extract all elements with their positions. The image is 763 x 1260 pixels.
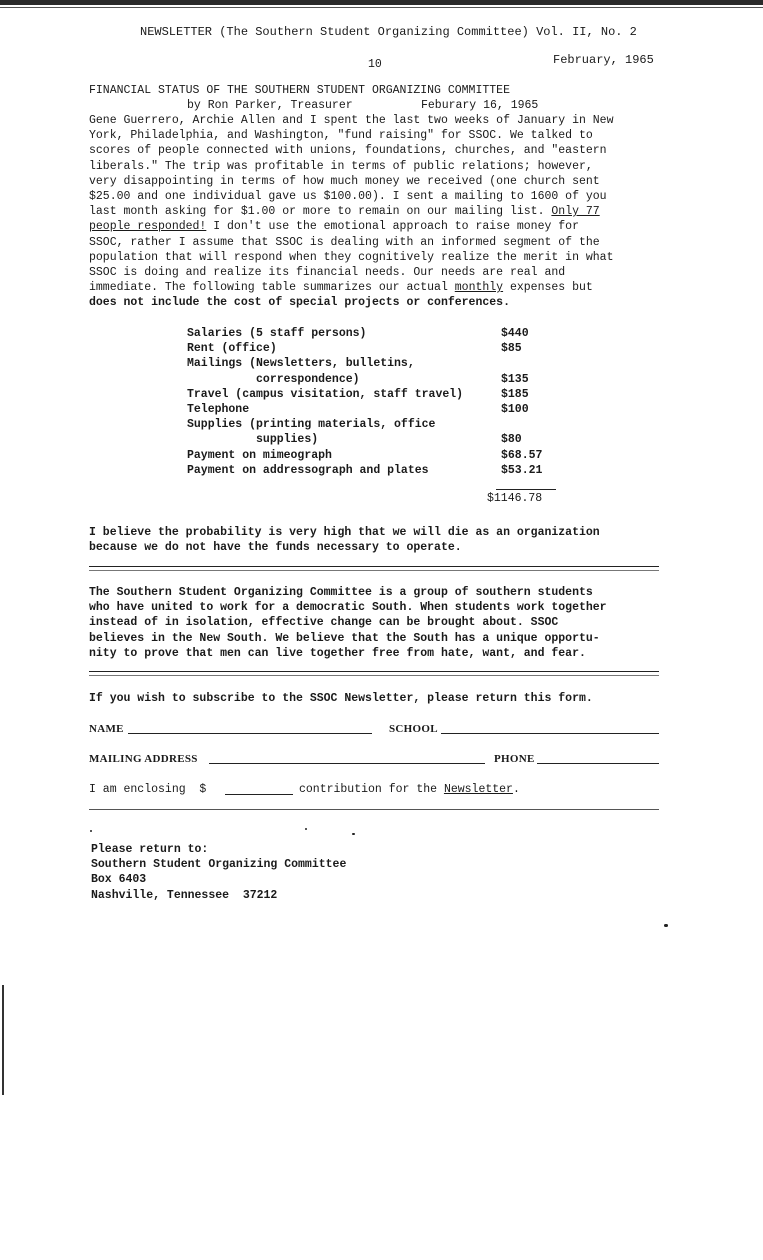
- top-scan-rule: [0, 0, 763, 5]
- section-divider: [89, 566, 659, 567]
- expense-row: [187, 326, 567, 341]
- ssoc-line: who have united to work for a democratic South. When students work together: [89, 601, 607, 615]
- expense-amount: $185: [501, 387, 529, 401]
- underlined-text: monthly: [454, 281, 504, 295]
- expense-row: [187, 341, 567, 356]
- school-field[interactable]: [441, 733, 659, 734]
- enclosing-text: I am enclosing $: [89, 783, 207, 796]
- expense-label: Payment on mimeograph: [187, 448, 332, 462]
- enclosing-line: [89, 782, 206, 797]
- mailing-address-field[interactable]: [209, 763, 485, 764]
- body-line: SSOC, rather I assume that SSOC is dealing with an informed segment of the: [89, 235, 600, 249]
- expense-row: [187, 356, 567, 371]
- body-line: [89, 280, 689, 295]
- expense-table: [187, 326, 567, 478]
- article-body: [89, 113, 689, 310]
- expense-total: $1146.78: [487, 492, 543, 505]
- expense-label: Payment on addressograph and plates: [187, 463, 429, 477]
- expense-amount: $440: [501, 327, 529, 340]
- conclusion-paragraph: [89, 525, 600, 555]
- expense-label: correspondence): [187, 372, 360, 386]
- return-line: Box 6403: [91, 873, 147, 887]
- body-line-text: I don't use the emotional approach to raise money for: [206, 220, 579, 234]
- expense-row: [187, 372, 567, 387]
- underlined-text: Only 77: [551, 205, 600, 219]
- contribution-text: [299, 782, 520, 797]
- body-line: $25.00 and one individual gave us $100.00). I sent a mailing to 1600 of you: [89, 189, 607, 203]
- expense-amount: $80: [501, 433, 522, 447]
- issue-date: February, 1965: [553, 53, 654, 67]
- expense-label: Supplies (printing materials, office: [187, 418, 436, 432]
- ssoc-line: nity to prove that men can live together free from hate, want, and fear.: [89, 646, 586, 660]
- body-line: Gene Guerrero, Archie Allen and I spent the last two weeks of January in New: [89, 114, 614, 127]
- expense-row: [187, 387, 567, 402]
- expense-row: [187, 448, 567, 463]
- return-address: [91, 842, 346, 903]
- conclusion-line: I believe the probability is very high that we will die as an organization: [89, 526, 600, 539]
- name-field[interactable]: [128, 733, 372, 734]
- body-line: SSOC is doing and realize its financial needs. Our needs are real and: [89, 265, 566, 279]
- return-line: Southern Student Organizing Committee: [91, 858, 347, 872]
- ssoc-line: The Southern Student Organizing Committee is a group of southern students: [89, 586, 593, 599]
- top-scan-rule-thin: [0, 7, 763, 8]
- section-divider: [89, 570, 659, 571]
- body-line-text: last month asking for $1.00 or more to remain on our mailing list.: [89, 205, 552, 219]
- form-intro: If you wish to subscribe to the SSOC Newsletter, please return this form.: [89, 692, 593, 705]
- expense-label: Mailings (Newsletters, bulletins,: [187, 357, 415, 371]
- scan-speck: [664, 924, 668, 927]
- expense-label: Salaries (5 staff persons): [187, 327, 367, 340]
- school-label: SCHOOL: [389, 723, 438, 735]
- total-rule: [496, 489, 556, 490]
- body-line: [89, 219, 689, 234]
- return-line: Please return to:: [91, 843, 209, 856]
- expense-amount: $100: [501, 402, 529, 416]
- page-number: 10: [368, 58, 382, 71]
- contribution-amount-field[interactable]: [225, 794, 293, 795]
- body-line: liberals." The trip was profitable in terms of public relations; however,: [89, 159, 593, 173]
- section-divider: [89, 675, 659, 676]
- ssoc-line: believes in the New South. We believe that the South has a unique opportu-: [89, 631, 600, 645]
- return-line: Nashville, Tennessee 37212: [91, 888, 278, 902]
- body-line-text: expenses but: [503, 281, 593, 295]
- expense-amount: $135: [501, 372, 529, 386]
- expense-row: [187, 463, 567, 478]
- scan-speck: [352, 833, 355, 835]
- byline: by Ron Parker, Treasurer: [187, 99, 353, 112]
- body-line-text: immediate. The following table summarizes our actual: [89, 281, 455, 295]
- masthead: NEWSLETTER (The Southern Student Organizing Committee) Vol. II, No. 2: [140, 25, 637, 39]
- scan-edge-mark: [2, 985, 4, 1095]
- contribution-text-a: contribution for the: [299, 783, 444, 796]
- expense-row: [187, 417, 567, 432]
- name-label: NAME: [89, 723, 124, 735]
- conclusion-line: because we do not have the funds necessary to operate.: [89, 541, 462, 555]
- newsletter-underlined: Newsletter: [443, 783, 513, 796]
- section-divider: [89, 671, 659, 672]
- underlined-text: people responded!: [89, 220, 207, 234]
- expense-label: Telephone: [187, 402, 250, 416]
- body-line: population that will respond when they cognitively realize the merit in what: [89, 250, 614, 264]
- scan-speck: [305, 828, 307, 830]
- expense-label: supplies): [187, 433, 319, 447]
- expense-row: [187, 402, 567, 417]
- expense-label: Rent (office): [187, 342, 277, 356]
- body-line: scores of people connected with unions, foundations, churches, and "eastern: [89, 144, 607, 158]
- expense-amount: $85: [501, 342, 522, 356]
- body-line: [89, 204, 689, 219]
- expense-amount: $53.21: [501, 463, 543, 477]
- phone-field[interactable]: [537, 763, 659, 764]
- body-line: York, Philadelphia, and Washington, "fund raising" for SSOC. We talked to: [89, 129, 593, 143]
- scan-speck: [90, 830, 92, 832]
- body-line: very disappointing in terms of how much money we received (one church sent: [89, 174, 600, 188]
- ssoc-line: instead of in isolation, effective change can be brought about. SSOC: [89, 616, 559, 630]
- article-title: FINANCIAL STATUS OF THE SOUTHERN STUDENT ORGANIZING COMMITTEE: [89, 84, 510, 97]
- phone-label: PHONE: [494, 753, 535, 765]
- ssoc-statement: [89, 585, 607, 661]
- section-divider: [89, 809, 659, 810]
- body-line: does not include the cost of special projects or conferences.: [89, 296, 510, 310]
- expense-amount: $68.57: [501, 448, 543, 462]
- mailing-address-label: MAILING ADDRESS: [89, 753, 198, 765]
- expense-label: Travel (campus visitation, staff travel): [187, 387, 464, 401]
- expense-row: [187, 432, 567, 447]
- contribution-text-c: .: [512, 783, 520, 796]
- byline-date: Feburary 16, 1965: [421, 99, 539, 112]
